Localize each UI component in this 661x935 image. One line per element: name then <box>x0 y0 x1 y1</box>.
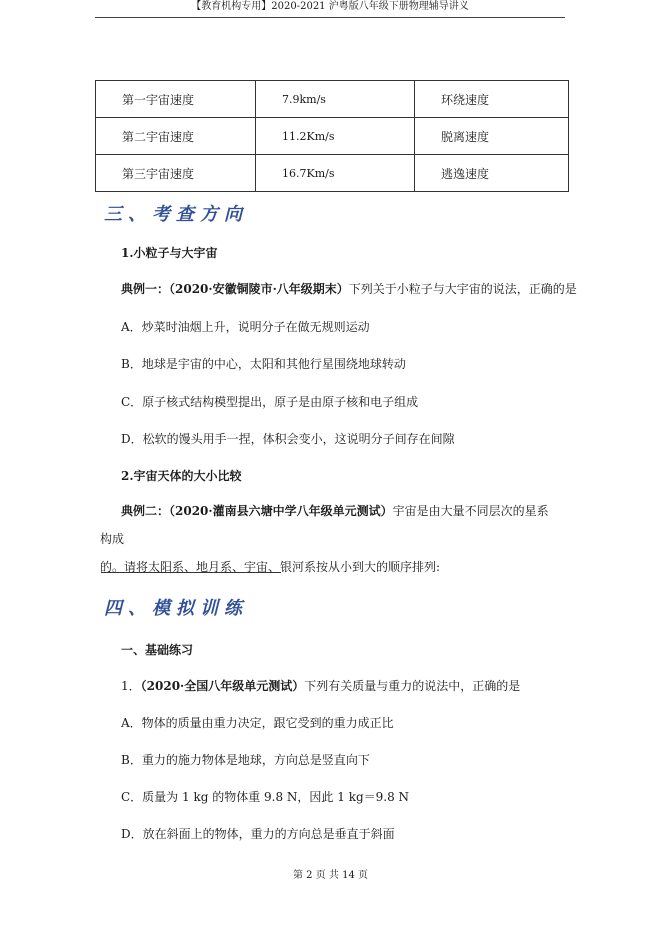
page-number: 第 2 页 共 14 页 <box>293 870 368 881</box>
example-1-option-a: A．炒菜时油烟上升，说明分子在做无规则运动 <box>121 320 370 334</box>
example-2-text-2: 的。请将太阳系、地月系、宇宙、银河系按从小到大的顺序排列: <box>100 560 441 574</box>
table-cell-name: 第二宇宙速度 <box>96 118 256 155</box>
question-1-option-c: C．质量为 1 kg 的物体重 9.8 N，因此 1 kg＝9.8 N <box>121 790 410 804</box>
cosmic-velocity-table <box>95 80 569 192</box>
topic-heading-1: 1.小粒子与大宇宙 <box>121 246 218 260</box>
example-1-option-d: D．松软的馒头用手一捏，体积会变小，这说明分子间存在间隙 <box>121 432 455 446</box>
table-cell-value: 11.2Km/s <box>256 118 415 155</box>
topic-heading-2: 2.宇宙天体的大小比较 <box>121 469 242 483</box>
practice-subheading: 一、基础练习 <box>121 643 194 657</box>
table-row <box>96 81 569 118</box>
table-cell-meaning: 逃逸速度 <box>415 155 569 192</box>
question-1-label: （2020·全国八年级单元测试） <box>140 679 305 693</box>
table-cell-value: 16.7Km/s <box>256 155 415 192</box>
question-1-option-d: D．放在斜面上的物体，重力的方向总是垂直于斜面 <box>121 827 395 841</box>
question-1-stem <box>121 678 520 694</box>
section-heading-3: 三、考查方向 <box>104 204 248 225</box>
example-1-text: 下列关于小粒子与大宇宙的说法，正确的是 <box>348 282 577 296</box>
example-2-text-1: 宇宙是由大量不同层次的星系构成 <box>100 504 549 546</box>
section-heading-4: 四、模拟训练 <box>104 598 248 619</box>
question-1-number: 1． <box>121 679 141 693</box>
table-cell-meaning: 脱离速度 <box>415 118 569 155</box>
example-1-option-b: B．地球是宇宙的中心，太阳和其他行星围绕地球转动 <box>121 357 406 371</box>
table-row <box>96 155 569 192</box>
question-1-option-b: B．重力的施力物体是地球，方向总是竖直向下 <box>121 753 370 767</box>
example-2-stem <box>100 497 560 581</box>
table-cell-meaning: 环绕速度 <box>415 81 569 118</box>
example-2-label: 典例二：（2020·灌南县六塘中学八年级单元测试） <box>121 504 393 518</box>
example-1-option-c: C．原子核式结构模型提出，原子是由原子核和电子组成 <box>121 395 419 409</box>
answer-blank-line <box>101 571 281 573</box>
table-row <box>96 118 569 155</box>
table-cell-name: 第三宇宙速度 <box>96 155 256 192</box>
question-1-text: 下列有关质量与重力的说法中，正确的是 <box>304 679 521 693</box>
page-header: 【教育机构专用】2020-2021 沪粤版八年级下册物理辅导讲义 <box>95 0 565 18</box>
example-1-stem <box>121 281 577 297</box>
table-cell-value: 7.9km/s <box>256 81 415 118</box>
example-1-label: 典例一：（2020·安徽铜陵市·八年级期末） <box>121 282 349 296</box>
table-cell-name: 第一宇宙速度 <box>96 81 256 118</box>
question-1-option-a: A．物体的质量由重力决定，跟它受到的重力成正比 <box>121 716 394 730</box>
